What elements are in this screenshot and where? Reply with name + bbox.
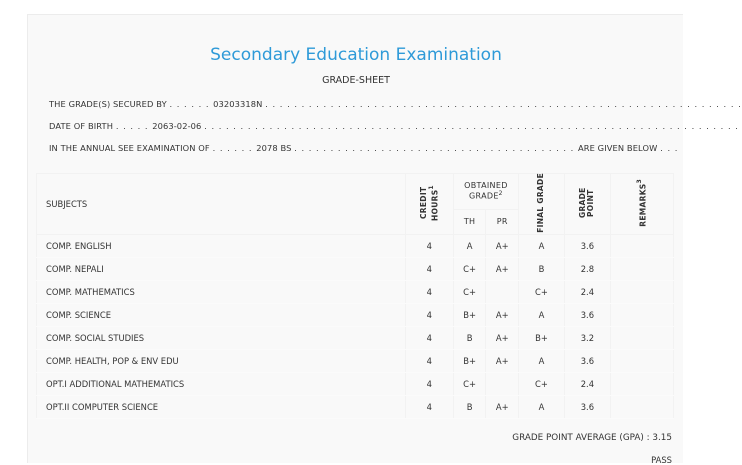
final-grade: C+ xyxy=(519,373,565,396)
secured-by-line: THE GRADE(S) SECURED BY . . . . . . 03203318N . . . . . . . . . . . . . . . . . . . . . . . . . . . . . . . . . . . . . . . . . . . . . . . . . . . . . . . . . . . . . . . . . . xyxy=(49,99,742,109)
grade-point: 3.6 xyxy=(564,350,610,373)
exam-year: 2078 BS xyxy=(256,143,292,153)
credit-hours: 4 xyxy=(405,304,453,327)
header-pr: PR xyxy=(486,209,519,234)
grade-point: 2.4 xyxy=(564,281,610,304)
dob-value: 2063-02-06 xyxy=(152,121,202,131)
table-row xyxy=(37,396,674,419)
grade-point: 3.2 xyxy=(564,327,610,350)
secured-by-label: THE GRADE(S) SECURED BY xyxy=(49,99,167,109)
credit-hours: 4 xyxy=(405,373,453,396)
grade-sheet xyxy=(27,14,742,465)
gpa-summary xyxy=(512,433,672,443)
header-subjects: SUBJECTS xyxy=(37,174,406,235)
remarks xyxy=(610,258,673,281)
subject-name: COMP. MATHEMATICS xyxy=(37,281,406,304)
exam-label: IN THE ANNUAL SEE EXAMINATION OF xyxy=(49,143,210,153)
remarks xyxy=(610,304,673,327)
header-final-grade: FINAL GRADE xyxy=(519,174,565,235)
theory-grade: B+ xyxy=(453,304,486,327)
practical-grade: A+ xyxy=(486,304,519,327)
subject-name: OPT.I ADDITIONAL MATHEMATICS xyxy=(37,373,406,396)
practical-grade: A+ xyxy=(486,327,519,350)
grade-point: 3.6 xyxy=(564,396,610,419)
final-grade: A xyxy=(519,350,565,373)
final-grade: A xyxy=(519,235,565,258)
subject-name: OPT.II COMPUTER SCIENCE xyxy=(37,396,406,419)
theory-grade: A xyxy=(453,235,486,258)
subject-name: COMP. SOCIAL STUDIES xyxy=(37,327,406,350)
practical-grade: A+ xyxy=(486,350,519,373)
final-grade: A xyxy=(519,304,565,327)
theory-grade: B+ xyxy=(453,350,486,373)
exam-title: Secondary Education Examination xyxy=(210,45,502,65)
exam-line: IN THE ANNUAL SEE EXAMINATION OF . . . . . . 2078 BS . . . . . . . . . . . . . . . . . . . . . . . . . . . . . . . . . . . . . . . ARE GIVEN BELOW . . . xyxy=(49,143,679,153)
credit-hours: 4 xyxy=(405,396,453,419)
final-grade: A xyxy=(519,396,565,419)
practical-grade: A+ xyxy=(486,235,519,258)
remarks xyxy=(610,350,673,373)
dob-label: DATE OF BIRTH xyxy=(49,121,114,131)
table-row xyxy=(37,327,674,350)
credit-hours: 4 xyxy=(405,258,453,281)
theory-grade: C+ xyxy=(453,373,486,396)
final-grade: C+ xyxy=(519,281,565,304)
practical-grade xyxy=(486,281,519,304)
table-row xyxy=(37,373,674,396)
table-row xyxy=(37,304,674,327)
remarks xyxy=(610,327,673,350)
subject-name: COMP. ENGLISH xyxy=(37,235,406,258)
header-grade-point: GRADE POINT xyxy=(564,174,610,235)
subject-name: COMP. SCIENCE xyxy=(37,304,406,327)
subject-name: COMP. HEALTH, POP & ENV EDU xyxy=(37,350,406,373)
remarks xyxy=(610,396,673,419)
exam-suffix: ARE GIVEN BELOW xyxy=(577,143,658,153)
subject-name: COMP. NEPALI xyxy=(37,258,406,281)
theory-grade: C+ xyxy=(453,258,486,281)
remarks xyxy=(610,281,673,304)
theory-grade: B xyxy=(453,327,486,350)
practical-grade: A+ xyxy=(486,258,519,281)
final-grade: B+ xyxy=(519,327,565,350)
header-remarks: REMARKS$^3$ xyxy=(610,174,673,235)
remarks xyxy=(610,373,673,396)
header-th: TH xyxy=(453,209,486,234)
table-row xyxy=(37,350,674,373)
practical-grade: A+ xyxy=(486,396,519,419)
theory-grade: C+ xyxy=(453,281,486,304)
final-grade: B xyxy=(519,258,565,281)
table-row xyxy=(37,235,674,258)
header-credit-hours: CREDIT HOURS$^1$ xyxy=(405,174,453,235)
grades-table xyxy=(36,173,674,419)
remarks xyxy=(610,235,673,258)
header-obtained-grade: OBTAINED GRADE$^2$ xyxy=(453,174,518,210)
credit-hours: 4 xyxy=(405,350,453,373)
grade-point: 3.6 xyxy=(564,304,610,327)
credit-hours: 4 xyxy=(405,235,453,258)
table-row xyxy=(37,281,674,304)
dob-line: DATE OF BIRTH . . . . . 2063-02-06 . . . . . . . . . . . . . . . . . . . . . . . . . . . . . . . . . . . . . . . . . . . . . . . . . . . . . . . . . . . . . . . . . . . . . . . . . . xyxy=(49,121,739,131)
practical-grade xyxy=(486,373,519,396)
grade-point: 2.8 xyxy=(564,258,610,281)
gpa-value: 3.15 xyxy=(652,433,672,443)
credit-hours: 4 xyxy=(405,327,453,350)
grade-point: 3.6 xyxy=(564,235,610,258)
credit-hours: 4 xyxy=(405,281,453,304)
table-row xyxy=(37,258,674,281)
gpa-label: GRADE POINT AVERAGE (GPA) : xyxy=(512,433,650,443)
sheet-subtitle: GRADE-SHEET xyxy=(322,75,390,86)
result-status: PASS xyxy=(651,455,672,465)
symbol-number: 03203318N xyxy=(213,99,263,109)
grade-point: 2.4 xyxy=(564,373,610,396)
theory-grade: B xyxy=(453,396,486,419)
